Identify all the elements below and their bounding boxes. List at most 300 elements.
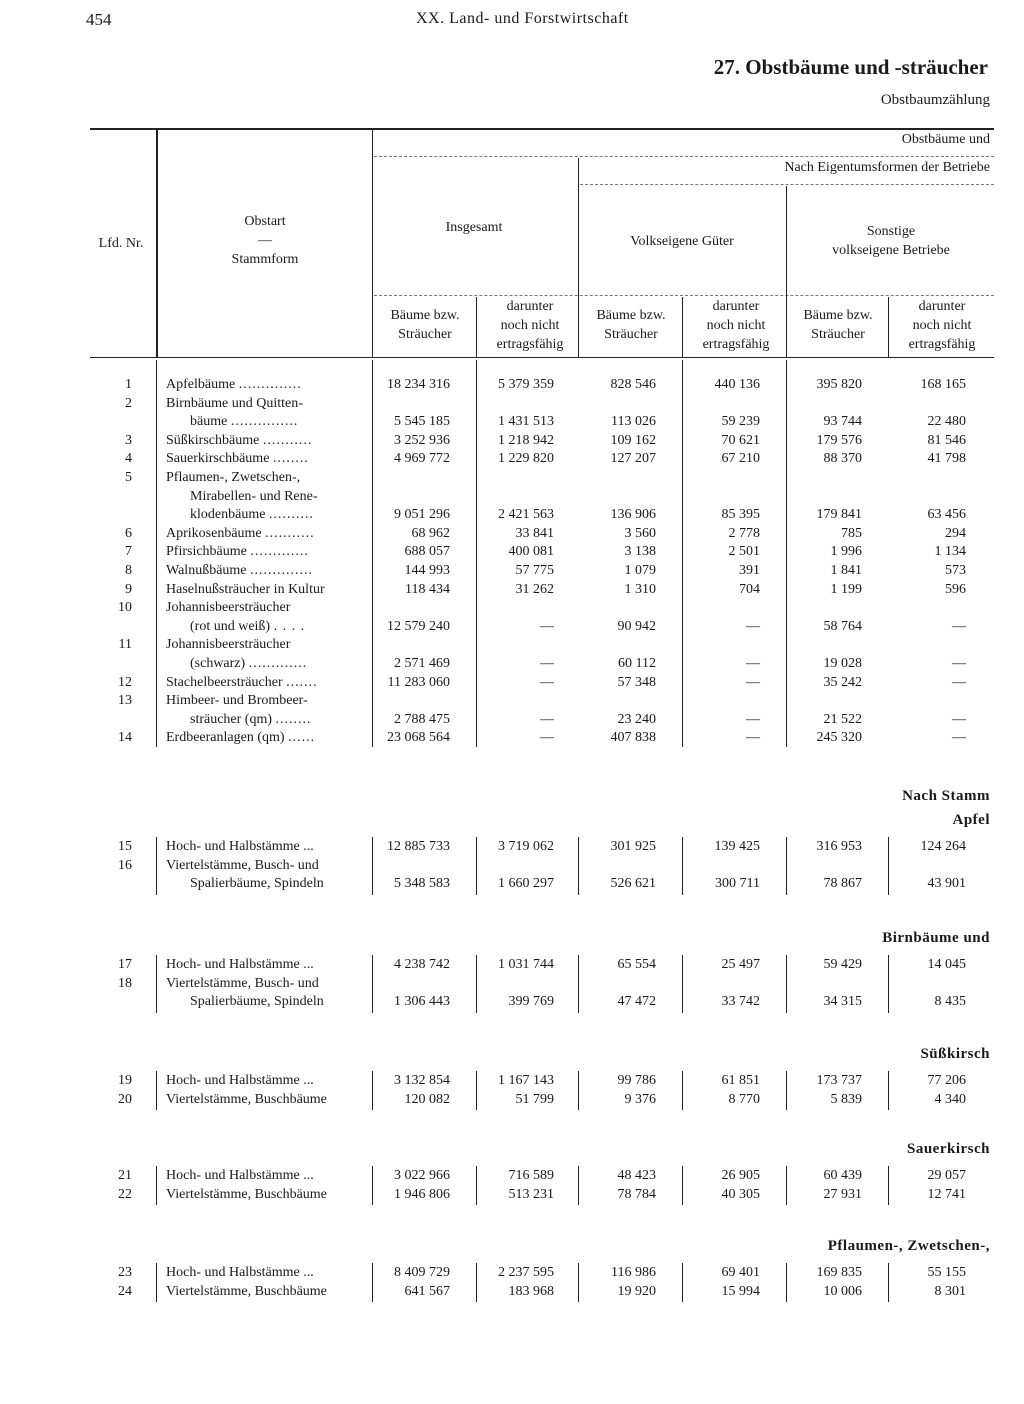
row-label-dots: ........	[275, 712, 312, 727]
row-label-text: Spalierbäume, Spindeln	[190, 994, 324, 1009]
value-cell-1: 641 567	[404, 1284, 450, 1299]
value-cell-4: —	[746, 619, 760, 634]
table-row	[0, 468, 1024, 487]
value-cell-1: 2 571 469	[394, 656, 450, 671]
row-number: 8	[125, 563, 132, 578]
subhead-2-line3: ertragsfähig	[496, 337, 564, 352]
value-cell-4: 2 778	[728, 526, 760, 541]
row-number: 14	[118, 730, 132, 745]
value-cell-2: —	[540, 675, 554, 690]
value-cell-5: 395 820	[816, 377, 862, 392]
value-cell-4: 70 621	[721, 433, 760, 448]
header-sonstige	[788, 222, 994, 260]
row-label	[166, 837, 370, 856]
value-cell-3: 136 906	[610, 507, 656, 522]
row-number: 24	[118, 1284, 132, 1299]
value-cell-5: 60 439	[823, 1168, 862, 1183]
value-cell-2: 5 379 359	[498, 377, 554, 392]
header-sonstige-line2: volkseigene Betriebe	[832, 243, 950, 258]
table-row	[0, 955, 1024, 974]
row-label	[166, 561, 370, 580]
subhead-6	[890, 297, 994, 354]
table-row	[0, 1090, 1024, 1109]
section-divider-4	[578, 1263, 579, 1302]
value-cell-6: 573	[945, 563, 966, 578]
value-cell-4: 26 905	[721, 1168, 760, 1183]
row-label	[166, 673, 370, 692]
subhead-2	[478, 297, 582, 354]
row-number: 13	[118, 693, 132, 708]
value-cell-4: 15 994	[721, 1284, 760, 1299]
value-cell-3: 57 348	[617, 675, 656, 690]
value-cell-6: 8 435	[934, 994, 966, 1009]
value-cell-2: 2 237 595	[498, 1265, 554, 1280]
value-cell-4: 67 210	[721, 451, 760, 466]
value-cell-5: 245 320	[816, 730, 862, 745]
section-divider-4	[578, 955, 579, 1013]
row-label-text: (rot und weiß)	[190, 619, 271, 634]
value-cell-2: 1 218 942	[498, 433, 554, 448]
row-label-dots: .............	[250, 544, 309, 559]
table-row	[0, 617, 1024, 636]
col-divider-sub3	[786, 360, 787, 747]
section-divider-2	[372, 837, 373, 895]
row-label	[166, 856, 370, 875]
row-label-dots: ..........	[268, 507, 314, 522]
value-cell-6: 41 798	[927, 451, 966, 466]
value-cell-5: 19 028	[823, 656, 862, 671]
row-label	[190, 487, 370, 506]
table-row	[0, 1166, 1024, 1185]
table-row	[0, 542, 1024, 561]
value-cell-3: 1 310	[624, 582, 656, 597]
section-title: Birnbäume und	[882, 930, 990, 946]
row-number: 4	[125, 451, 132, 466]
row-label-text: klodenbäume	[190, 507, 266, 522]
section-divider-5	[682, 1263, 683, 1302]
row-label-text: Viertelstämme, Busch- und	[166, 858, 319, 873]
table-row	[0, 874, 1024, 893]
row-label-text: Hoch- und Halbstämme ...	[166, 957, 314, 972]
row-label	[166, 1090, 370, 1109]
row-label	[190, 992, 370, 1011]
section-divider-4	[578, 1071, 579, 1110]
value-cell-2: 400 081	[508, 544, 554, 559]
row-label-dots: ...............	[230, 414, 299, 429]
value-cell-1: 3 252 936	[394, 433, 450, 448]
row-number: 23	[118, 1265, 132, 1280]
row-label-text: Hoch- und Halbstämme ...	[166, 1265, 314, 1280]
value-cell-6: 124 264	[920, 839, 966, 854]
section-divider-6	[786, 837, 787, 895]
row-label-text: Johannisbeersträucher	[166, 637, 291, 652]
value-cell-3: 19 920	[617, 1284, 656, 1299]
row-label	[166, 728, 370, 747]
row-label-text: Pfirsichbäume	[166, 544, 247, 559]
value-cell-1: 1 306 443	[394, 994, 450, 1009]
row-label-text: Stachelbeersträucher	[166, 675, 283, 690]
value-cell-1: 68 962	[411, 526, 450, 541]
row-label-text: Viertelstämme, Busch- und	[166, 976, 319, 991]
value-cell-6: 14 045	[927, 957, 966, 972]
section-divider-7	[888, 955, 889, 1013]
value-cell-4: 440 136	[714, 377, 760, 392]
row-label-text: Walnußbäume	[166, 563, 247, 578]
value-cell-5: 34 315	[823, 994, 862, 1009]
table-row	[0, 487, 1024, 506]
row-label	[190, 654, 370, 673]
row-number: 19	[118, 1073, 132, 1088]
table-row	[0, 412, 1024, 431]
table-row	[0, 598, 1024, 617]
value-cell-2: 716 589	[508, 1168, 554, 1183]
row-label-text: Erdbeeranlagen (qm)	[166, 730, 285, 745]
table-row	[0, 1282, 1024, 1301]
value-cell-3: 113 026	[611, 414, 656, 429]
value-cell-4: —	[746, 712, 760, 727]
row-label-text: Viertelstämme, Buschbäume	[166, 1187, 327, 1202]
row-label-text: Sauerkirschbäume	[166, 451, 270, 466]
row-label	[190, 710, 370, 729]
table-row	[0, 654, 1024, 673]
value-cell-4: 391	[739, 563, 760, 578]
row-number: 5	[125, 470, 132, 485]
row-number: 22	[118, 1187, 132, 1202]
row-label-text: Aprikosenbäume	[166, 526, 262, 541]
row-number: 15	[118, 839, 132, 854]
row-label	[190, 505, 370, 524]
value-cell-5: 93 744	[823, 414, 862, 429]
value-cell-2: —	[540, 730, 554, 745]
section-divider-5	[682, 1166, 683, 1205]
subhead-2-line1: darunter	[506, 299, 554, 314]
value-cell-4: 85 395	[721, 507, 760, 522]
value-cell-1: 5 545 185	[394, 414, 450, 429]
table-row	[0, 449, 1024, 468]
value-cell-4: 59 239	[721, 414, 760, 429]
value-cell-2: 399 769	[508, 994, 554, 1009]
subhead-4-line2: noch nicht	[706, 318, 766, 333]
value-cell-3: 1 079	[624, 563, 656, 578]
row-number: 17	[118, 957, 132, 972]
section-divider-7	[888, 1263, 889, 1302]
section-divider-3	[476, 837, 477, 895]
row-label-dots: ...........	[262, 433, 313, 448]
value-cell-6: 81 546	[927, 433, 966, 448]
subhead-3-line1: Bäume bzw.	[596, 308, 666, 323]
value-cell-2: —	[540, 619, 554, 634]
value-cell-1: 120 082	[404, 1092, 450, 1107]
value-cell-6: 1 134	[934, 544, 966, 559]
value-cell-5: 88 370	[823, 451, 862, 466]
value-cell-6: 77 206	[927, 1073, 966, 1088]
header-sonstige-line1: Sonstige	[866, 224, 916, 239]
section-divider-3	[476, 1071, 477, 1110]
value-cell-5: 35 242	[823, 675, 862, 690]
row-label	[166, 1071, 370, 1090]
value-cell-1: 9 051 296	[394, 507, 450, 522]
value-cell-5: 59 429	[823, 957, 862, 972]
value-cell-1: 18 234 316	[387, 377, 450, 392]
subhead-1-line1: Bäume bzw.	[390, 308, 460, 323]
header-volkseigene: Volkseigene Güter	[630, 234, 734, 249]
value-cell-1: 4 969 772	[394, 451, 450, 466]
section-divider-4	[578, 1166, 579, 1205]
value-cell-3: 127 207	[610, 451, 656, 466]
row-label	[166, 449, 370, 468]
table-row	[0, 505, 1024, 524]
row-label-text: Mirabellen- und Rene-	[190, 489, 318, 504]
value-cell-4: 61 851	[721, 1073, 760, 1088]
value-cell-2: 513 231	[508, 1187, 554, 1202]
value-cell-1: 12 579 240	[387, 619, 450, 634]
value-cell-4: 139 425	[714, 839, 760, 854]
row-number: 20	[118, 1092, 132, 1107]
table-row	[0, 837, 1024, 856]
value-cell-2: 1 167 143	[498, 1073, 554, 1088]
value-cell-6: 8 301	[934, 1284, 966, 1299]
row-label-text: (schwarz)	[190, 656, 246, 671]
subhead-6-line2: noch nicht	[912, 318, 972, 333]
row-label-text: Spalierbäume, Spindeln	[190, 876, 324, 891]
row-number: 3	[125, 433, 132, 448]
value-cell-2: —	[540, 712, 554, 727]
row-number: 7	[125, 544, 132, 559]
section-divider-1	[156, 1166, 157, 1205]
row-label-text: Hoch- und Halbstämme ...	[166, 839, 314, 854]
value-cell-1: 11 283 060	[387, 675, 450, 690]
table-row	[0, 524, 1024, 543]
section-divider-1	[156, 1263, 157, 1302]
value-cell-3: 301 925	[610, 839, 656, 854]
value-cell-1: 12 885 733	[387, 839, 450, 854]
owner-rule	[580, 184, 994, 185]
value-cell-4: 8 770	[728, 1092, 760, 1107]
section-divider-2	[372, 955, 373, 1013]
row-label-dots: ........	[272, 451, 309, 466]
value-cell-2: 1 431 513	[498, 414, 554, 429]
stamm-heading: Nach Stamm	[902, 788, 990, 804]
section-divider-6	[786, 1263, 787, 1302]
value-cell-6: 294	[945, 526, 966, 541]
col-divider-name	[372, 360, 373, 747]
row-label-dots: . . . .	[273, 619, 306, 634]
row-label	[166, 542, 370, 561]
value-cell-5: 1 199	[830, 582, 862, 597]
row-label-dots: ......	[288, 730, 316, 745]
section-title: Pflaumen-, Zwetschen-,	[827, 1238, 990, 1254]
value-cell-6: 29 057	[927, 1168, 966, 1183]
value-cell-4: 33 742	[721, 994, 760, 1009]
row-label-dots: .......	[286, 675, 318, 690]
value-cell-4: 40 305	[721, 1187, 760, 1202]
col-divider-sub3	[888, 297, 889, 357]
table-row	[0, 394, 1024, 413]
value-cell-1: 144 993	[404, 563, 450, 578]
value-cell-4: —	[746, 730, 760, 745]
col-divider-nr	[156, 360, 157, 747]
section-divider-3	[476, 955, 477, 1013]
section-divider-5	[682, 1071, 683, 1110]
value-cell-3: 9 376	[624, 1092, 656, 1107]
header-insgesamt: Insgesamt	[445, 220, 503, 235]
row-label	[166, 1282, 370, 1301]
value-cell-5: 10 006	[823, 1284, 862, 1299]
row-number: 1	[125, 377, 132, 392]
section-divider-2	[372, 1166, 373, 1205]
section-divider-7	[888, 1071, 889, 1110]
row-number: 6	[125, 526, 132, 541]
row-label-text: Apfelbäume	[166, 377, 236, 392]
value-cell-3: 23 240	[617, 712, 656, 727]
row-number: 10	[118, 600, 132, 615]
value-cell-6: 55 155	[927, 1265, 966, 1280]
row-label-dots: ..............	[250, 563, 314, 578]
value-cell-5: 785	[841, 526, 862, 541]
subhead-5-line1: Bäume bzw.	[803, 308, 873, 323]
value-cell-3: 78 784	[617, 1187, 656, 1202]
row-label-text: Haselnußsträucher in Kultur	[166, 582, 325, 597]
header-obstart-label: Obstart	[244, 214, 286, 229]
value-cell-2: 1 229 820	[498, 451, 554, 466]
value-cell-5: 5 839	[830, 1092, 862, 1107]
value-cell-5: 78 867	[823, 876, 862, 891]
page-number: 454	[86, 10, 112, 29]
section-divider-6	[786, 1166, 787, 1205]
value-cell-3: 407 838	[610, 730, 656, 745]
col-divider-sub2	[682, 360, 683, 747]
row-number: 21	[118, 1168, 132, 1183]
group-rule	[374, 156, 994, 157]
value-cell-3: 47 472	[617, 994, 656, 1009]
value-cell-6: —	[952, 656, 966, 671]
subhead-1	[374, 306, 476, 344]
subhead-4-line3: ertragsfähig	[702, 337, 770, 352]
value-cell-2: 2 421 563	[498, 507, 554, 522]
value-cell-2: —	[540, 656, 554, 671]
section-divider-1	[156, 837, 157, 895]
value-cell-5: 1 841	[830, 563, 862, 578]
subhead-2-line2: noch nicht	[500, 318, 560, 333]
row-label-dots: ..............	[238, 377, 302, 392]
value-cell-5: 169 835	[816, 1265, 862, 1280]
value-cell-2: 31 262	[515, 582, 554, 597]
value-cell-3: 828 546	[610, 377, 656, 392]
value-cell-5: 179 841	[816, 507, 862, 522]
table-row	[0, 561, 1024, 580]
value-cell-1: 3 022 966	[394, 1168, 450, 1183]
value-cell-3: 48 423	[617, 1168, 656, 1183]
table-row	[0, 1185, 1024, 1204]
row-label-dots: .............	[248, 656, 308, 671]
value-cell-3: 116 986	[611, 1265, 656, 1280]
value-cell-1: 4 238 742	[394, 957, 450, 972]
value-cell-5: 316 953	[816, 839, 862, 854]
value-cell-3: 3 560	[624, 526, 656, 541]
row-number: 12	[118, 675, 132, 690]
section-title: Apfel	[952, 812, 990, 828]
value-cell-1: 3 132 854	[394, 1073, 450, 1088]
row-label	[166, 974, 370, 993]
row-label	[166, 524, 370, 543]
row-label	[166, 955, 370, 974]
section-divider-5	[682, 837, 683, 895]
row-number: 16	[118, 858, 132, 873]
row-label	[166, 375, 370, 394]
col-divider-sub1	[476, 297, 477, 357]
section-divider-4	[578, 837, 579, 895]
value-cell-4: 25 497	[721, 957, 760, 972]
header-stammform-label: Stammform	[231, 252, 299, 267]
value-cell-4: —	[746, 656, 760, 671]
row-label	[166, 580, 370, 599]
table-row	[0, 431, 1024, 450]
row-label-text: sträucher (qm)	[190, 712, 273, 727]
table-row	[0, 992, 1024, 1011]
col-divider-sub2	[682, 297, 683, 357]
header-lfd-nr: Lfd. Nr.	[98, 236, 144, 251]
section-divider-2	[372, 1071, 373, 1110]
value-cell-6: 63 456	[927, 507, 966, 522]
value-cell-3: 526 621	[610, 876, 656, 891]
row-number: 11	[118, 637, 132, 652]
row-label-text: Birnbäume und Quitten-	[166, 396, 303, 411]
row-label	[166, 468, 370, 487]
table-head-bottom-rule	[90, 357, 994, 358]
section-title: Sauerkirsch	[906, 1141, 990, 1157]
value-cell-6: 4 340	[934, 1092, 966, 1107]
value-cell-3: 99 786	[617, 1073, 656, 1088]
value-cell-6: 12 741	[927, 1187, 966, 1202]
row-label	[166, 691, 370, 710]
row-label-text: Pflaumen-, Zwetschen-,	[166, 470, 301, 485]
table-row	[0, 691, 1024, 710]
table-top-rule	[90, 128, 994, 130]
value-cell-4: —	[746, 675, 760, 690]
subhead-5	[788, 306, 888, 344]
header-top-group: Obstbäume und	[901, 132, 990, 147]
table-row	[0, 974, 1024, 993]
page-subtitle: Obstbaumzählung	[880, 92, 990, 108]
row-label	[166, 635, 370, 654]
value-cell-2: 1 660 297	[498, 876, 554, 891]
section-divider-2	[372, 1263, 373, 1302]
subhead-6-line3: ertragsfähig	[908, 337, 976, 352]
subhead-6-line1: darunter	[918, 299, 966, 314]
value-cell-5: 27 931	[823, 1187, 862, 1202]
value-cell-6: 168 165	[920, 377, 966, 392]
value-cell-1: 8 409 729	[394, 1265, 450, 1280]
value-cell-6: 596	[945, 582, 966, 597]
value-cell-1: 2 788 475	[394, 712, 450, 727]
row-label	[166, 431, 370, 450]
value-cell-5: 58 764	[823, 619, 862, 634]
value-cell-1: 688 057	[404, 544, 450, 559]
value-cell-4: 69 401	[721, 1265, 760, 1280]
row-label-text: Viertelstämme, Buschbäume	[166, 1092, 327, 1107]
section-title: Süßkirsch	[920, 1046, 990, 1062]
value-cell-4: 704	[739, 582, 760, 597]
value-cell-5: 173 737	[816, 1073, 862, 1088]
table-row	[0, 856, 1024, 875]
page-title: 27. Obstbäume und -sträucher	[713, 55, 988, 79]
row-label-dots: ...........	[265, 526, 315, 541]
row-number: 9	[125, 582, 132, 597]
section-divider-1	[156, 1071, 157, 1110]
col-divider-nr	[156, 130, 158, 357]
value-cell-3: 60 112	[618, 656, 656, 671]
section-divider-3	[476, 1166, 477, 1205]
